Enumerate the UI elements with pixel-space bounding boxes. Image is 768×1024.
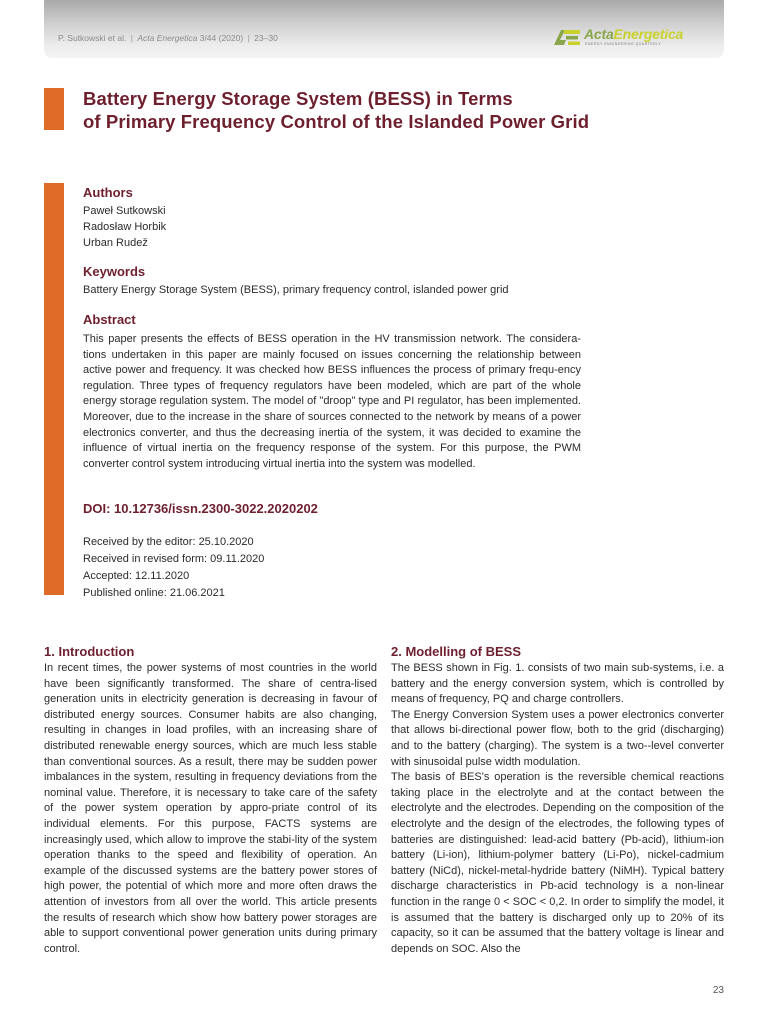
- journal-logo: [552, 27, 702, 49]
- logo-mark-icon: [552, 28, 582, 46]
- page-number: 23: [712, 985, 724, 996]
- running-header: [44, 0, 724, 58]
- author-list: [83, 203, 166, 251]
- modelling-paragraph: The Energy Conversion System uses a power electronics converter that allows bi-directional power flow, both to the grid (discharging) and to the battery (charging). The system is a two--level converter with sinusoidal pulse width modulation.: [391, 708, 724, 768]
- running-head-journal: Acta Energetica: [137, 33, 198, 43]
- metadata-accent-bar: [44, 183, 64, 595]
- paper-title-line-1: Battery Energy Storage System (BESS) in Terms: [83, 88, 513, 109]
- introduction-body: [44, 661, 377, 957]
- author-name: Radosław Horbik: [83, 221, 167, 233]
- logo-tagline: ENERGY ENGINEERING QUARTERLY: [585, 42, 662, 46]
- abstract-text: This paper presents the effects of BESS operation in the HV transmission network. The considera-tions undertaken in this paper are mainly focused on issues concerning the relationship between active power and frequency. It was checked how BESS influences the process of primary frequ-ency regulation. Three types of frequency regulators have been modeled, which are part of the whole energy storage regulation system. The model of "droop" type and PI regulator, has been implemented. Moreover, due to the increase in the share of sources connected to the network by means of a power electronics converter, and thus the decreasing inertia of the system, it was decided to examine the influence of virtual inertia on the frequency response of the system. For this purpose, the PWM converter control system introducing virtual inertia into the system was modelled.: [83, 333, 581, 470]
- introduction-paragraph: In recent times, the power systems of most countries in the world have been significantly transformed. The share of centra-lised generation units in electricity generation is decreasing in favour of distributed energy sources. Consumer habits are also changing, resulting in changes in load profiles, with an increasing share of distributed renewable energy sources, which are much less stable than conventional sources. As a result, there may be sudden power imbalances in the system, resulting in frequency deviations from the nominal value. Therefore, it is necessary to take care of the safety of the power system operation by appro-priate control of its individual elements. For this purpose, FACTS systems are increasingly used, which allow to improve the stabi-lity of the system operation thanks to the speed and flexibility of operation. An example of the discussed systems are the battery power stores of high power, the potential of which more and more often draws the attention of investors from all over the world. This article presents the results of research which show how battery power storages are able to support conventional power generation units during primary control.: [44, 662, 377, 955]
- date-received: Received by the editor: 25.10.2020: [83, 536, 254, 548]
- running-head-citation: P. Sutkowski et al. | Acta Energetica 3/44 (2020) | 23–30: [58, 33, 278, 43]
- doi-link[interactable]: DOI: 10.12736/issn.2300-3022.2020202: [83, 501, 318, 516]
- paper-title-line-2: of Primary Frequency Control of the Islanded Power Grid: [83, 111, 590, 132]
- date-accepted: Accepted: 12.11.2020: [83, 570, 190, 582]
- date-published: Published online: 21.06.2021: [83, 587, 225, 599]
- keywords-heading: Keywords: [83, 264, 146, 279]
- modelling-heading: 2. Modelling of BESS: [391, 644, 522, 659]
- keywords-text: Battery Energy Storage System (BESS), primary frequency control, islanded power grid: [83, 284, 509, 296]
- title-accent-bar: [44, 88, 64, 130]
- authors-heading: Authors: [83, 185, 133, 200]
- running-head-authors: P. Sutkowski et al.: [58, 33, 127, 43]
- modelling-body: [391, 661, 724, 957]
- modelling-paragraph: The BESS shown in Fig. 1. consists of two main sub-systems, i.e. a battery and the energy conversion system, which is controlled by means of frequency, PQ and charge controllers.: [391, 662, 724, 706]
- running-head-issue: 3/44 (2020): [199, 33, 244, 43]
- date-revised: Received in revised form: 09.11.2020: [83, 553, 265, 565]
- introduction-heading: 1. Introduction: [44, 644, 135, 659]
- running-head-pages: 23–30: [254, 33, 278, 43]
- author-name: Paweł Sutkowski: [83, 205, 166, 217]
- paper-title: [83, 87, 589, 133]
- author-name: Urban Rudež: [83, 237, 148, 249]
- modelling-paragraph: The basis of BES's operation is the reversible chemical reactions taking place in the electrolyte and at the contact between the electrolyte and the electrodes. Depending on the composition of the electrolyte and the design of the electrodes, the following types of batteries are distinguished: lead-acid battery (Pb-acid), lithium-ion battery (Li-ion), lithium-polymer battery (Li-Po), nickel-cadmium battery (NiCd), nickel-metal-hydride battery (NiMH). Typical battery discharge characteristics in Pb-acid technology is a non-linear function in the range 0 < SOC < 0,2. In order to simplify the model, it is assumed that the battery is discharged only up to 20% of its capacity, so it can be assumed that the battery voltage is linear and depends on SOC. Also the: [391, 771, 724, 955]
- abstract-heading: Abstract: [83, 312, 136, 327]
- logo-wordmark: ActaEnergetica: [584, 26, 684, 42]
- publication-dates: [83, 534, 264, 602]
